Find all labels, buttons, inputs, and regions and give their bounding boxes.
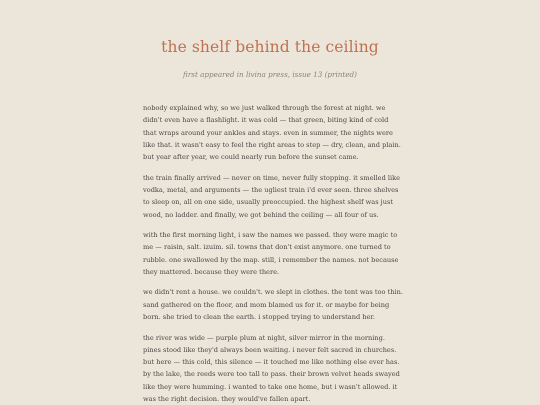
story-byline: first appeared in livina press, issue 13 (printed)	[183, 70, 357, 79]
story-paragraph: the train finally arrived — never on time, never fully stopping. it smelled like vodka, metal, and arguments — the ugliest train i'd ever seen. three shelves to sleep on, all on one side, usually preoccupied. the highest shelf was just wood, no ladder. and finally, we got behind the ceiling — all four of us.	[143, 173, 401, 219]
story-body	[143, 102, 403, 405]
story-paragraph: the river was wide — purple plum at night, silver mirror in the morning. pines stood like they'd always been waiting. i never felt sacred in churches. but here — this cold, this silence — it touched me like nothing else ever has. by the lake, the reeds were too tall to pass. their brown velvet heads swayed like they were humming. i wanted to take one home, but i wasn't allowed. it was the right decision. they would've fallen apart.	[143, 333, 400, 403]
story-paragraph: we didn't rent a house. we couldn't. we slept in clothes. the tent was too thin. sand gathered on the floor, and mom blamed us for it. or maybe for being born. she tried to clean the earth. i stopped trying to understand her.	[143, 288, 403, 322]
story-paragraph: nobody explained why, so we just walked through the forest at night. we didn't even have a flashlight. it was cold — that green, biting kind of cold that wraps around your ankles and stays. even in summer, the nights were like that. it wasn't easy to feel the right areas to step — dry, clean, and plain. but year after year, we could nearly run before the sunset came.	[143, 104, 401, 162]
story-title: the shelf behind the ceiling	[161, 38, 379, 56]
story-paragraph: with the first morning light, i saw the names we passed. they were magic to me — raisin, salt. izuim. sil. towns that don't exist anymore. one turned to rubble. one swallowed by the map. still, i remember the names. not because they mattered. because they were there.	[143, 231, 399, 276]
